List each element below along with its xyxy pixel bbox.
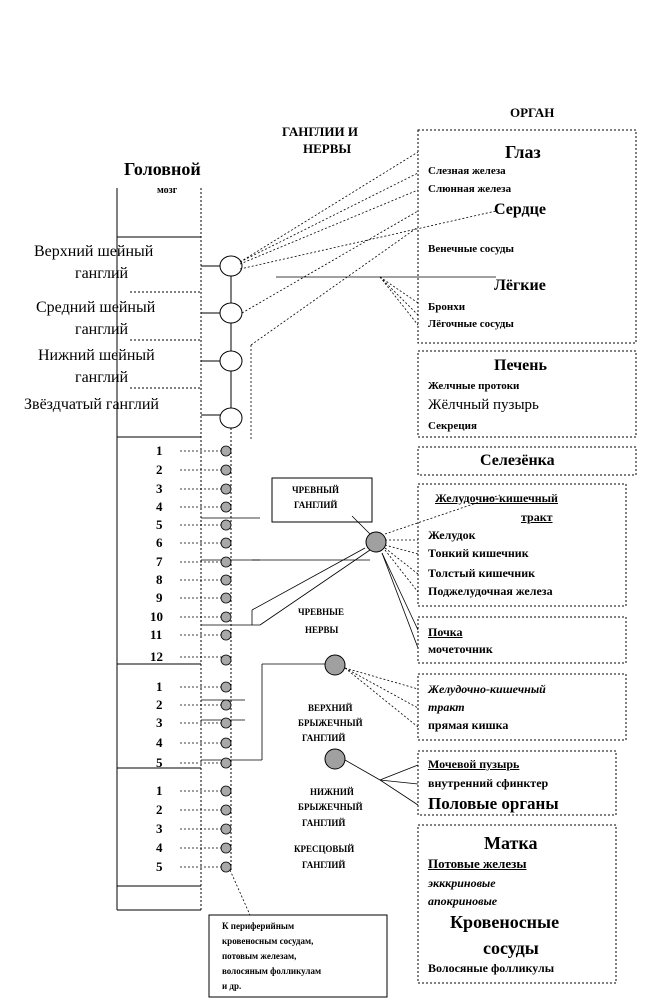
superior-mesenteric-ganglion (325, 655, 345, 675)
organ-vessels-1: Кровеносные (450, 912, 560, 932)
thoracic-1: 1 (156, 443, 163, 458)
footnote-line-5: и др. (222, 981, 242, 991)
lumbar-5: 5 (156, 755, 163, 770)
organ-spleen: Селезёнка (480, 452, 555, 469)
organ-stomach: Желудок (428, 528, 476, 542)
organ-gi-tract-2: тракт (521, 510, 553, 524)
brain-header-sub: мозг (157, 185, 178, 196)
organ-eye: Глаз (505, 142, 541, 162)
footnote-line-2: кровеносным сосудам, (222, 936, 314, 946)
sup-mesenteric-label-3: ГАНГЛИЙ (302, 733, 346, 743)
thoracic-4: 4 (156, 499, 163, 514)
middle-cervical-label-2: ганглий (75, 321, 129, 338)
organ-gi-tract-lower-1: Желудочно-кишечный (428, 682, 546, 696)
sacral-3: 3 (156, 821, 163, 836)
organ-apocrine: апокриновые (428, 894, 498, 908)
splanchnic-label-1: ЧРЕВНЫЕ (298, 607, 344, 617)
lumbar-3: 3 (156, 715, 163, 730)
ganglia-header-line1: ГАНГЛИИ И (282, 124, 358, 139)
thoracic-8: 8 (156, 572, 163, 587)
organ-hair-follicles: Волосяные фолликулы (428, 961, 555, 975)
organ-uterus: Матка (484, 833, 538, 853)
splanchnic-label-2: НЕРВЫ (305, 625, 339, 635)
lumbar-1: 1 (156, 679, 163, 694)
organ-gi-tract-lower-2: тракт (428, 700, 465, 714)
organ-pancreas: Поджелудочная железа (428, 584, 553, 598)
footnote-line-1: К периферийным (222, 921, 295, 931)
organ-bronchi: Бронхи (428, 301, 466, 313)
ganglia-header-line2: НЕРВЫ (303, 141, 352, 156)
organ-ureter: мочеточник (428, 642, 493, 656)
stellate-ganglion (220, 408, 242, 428)
superior-cervical-label-1: Верхний шейный (34, 243, 154, 260)
middle-cervical-label-1: Средний шейный (36, 299, 156, 316)
organ-genitals: Половые органы (428, 794, 559, 813)
sup-mesenteric-label-2: БРЫЖЕЧНЫЙ (298, 718, 363, 728)
thoracic-6: 6 (156, 535, 163, 550)
organ-bile-ducts: Желчные протоки (428, 380, 520, 392)
organ-gallbladder: Жёлчный пузырь (428, 397, 539, 413)
sacral-2: 2 (156, 802, 163, 817)
celiac-ganglion-label-2: ГАНГЛИЙ (294, 500, 338, 510)
organ-bladder: Мочевой пузырь (428, 757, 520, 771)
footnote-line-3: потовым железам, (222, 951, 297, 961)
organ-lacrimal: Слезная железа (428, 165, 506, 177)
organ-boxes (209, 130, 636, 997)
thoracic-12: 12 (150, 649, 163, 664)
footnote-line-4: волосяным фолликулам (222, 966, 322, 976)
lumbar-2: 2 (156, 697, 163, 712)
thoracic-5: 5 (156, 517, 163, 532)
organ-large-intestine: Толстый кишечник (428, 566, 536, 580)
organ-rectum: прямая кишка (428, 718, 509, 732)
organ-pulmonary: Лёгочные сосуды (428, 318, 514, 330)
organ-secretion: Секреция (428, 420, 477, 432)
stellate-label: Звёздчатый ганглий (24, 396, 159, 413)
sacral-1: 1 (156, 783, 163, 798)
organ-coronary: Венечные сосуды (428, 243, 515, 255)
sacral-4: 4 (156, 840, 163, 855)
organ-eccrine: экккриновые (428, 876, 496, 890)
inferior-mesenteric-ganglion (325, 749, 345, 769)
thoracic-10: 10 (150, 609, 163, 624)
organ-box-kidney (418, 617, 626, 663)
sacral-ganglion-label-1: КРЕСЦОВЫЙ (294, 844, 355, 854)
thoracic-11: 11 (150, 627, 163, 642)
segment-ganglia (221, 446, 231, 872)
organ-salivary: Слюнная железа (428, 183, 512, 195)
celiac-ganglion-label-1: ЧРЕВНЫЙ (292, 485, 339, 495)
organ-small-intestine: Тонкий кишечник (428, 546, 529, 560)
organ-gi-tract-1: Желудочно-кишечный (435, 491, 558, 505)
brain-header: Головной (124, 159, 201, 179)
inf-mesenteric-label-3: ГАНГЛИЙ (302, 818, 346, 828)
inferior-cervical-ganglion (220, 351, 242, 371)
organ-sweat-glands: Потовые железы (428, 856, 527, 871)
thoracic-3: 3 (156, 481, 163, 496)
organ-liver: Печень (494, 357, 547, 374)
organ-kidney: Почка (428, 625, 463, 639)
thoracic-2: 2 (156, 462, 163, 477)
organ-heart: Сердце (494, 201, 546, 218)
lumbar-4: 4 (156, 735, 163, 750)
organ-vessels-2: сосуды (483, 938, 539, 958)
thoracic-9: 9 (156, 590, 163, 605)
inferior-cervical-label-1: Нижний шейный (38, 347, 155, 364)
inferior-cervical-label-2: ганглий (75, 369, 129, 386)
thoracic-7: 7 (156, 554, 163, 569)
organ-sphincter: внутренний сфинктер (428, 776, 549, 790)
organ-lungs: Лёгкие (494, 277, 546, 294)
superior-cervical-label-2: ганглий (75, 265, 129, 282)
inf-mesenteric-label-1: НИЖНИЙ (310, 787, 354, 797)
sup-mesenteric-label-1: ВЕРХНИЙ (308, 703, 353, 713)
organ-header: ОРГАН (510, 105, 555, 120)
sacral-5: 5 (156, 859, 163, 874)
inf-mesenteric-label-2: БРЫЖЕЧНЫЙ (298, 802, 363, 812)
superior-cervical-ganglion (220, 256, 242, 276)
sacral-ganglion-label-2: ГАНГЛИЙ (302, 860, 346, 870)
celiac-ganglion (366, 532, 386, 552)
middle-cervical-ganglion (220, 303, 242, 323)
